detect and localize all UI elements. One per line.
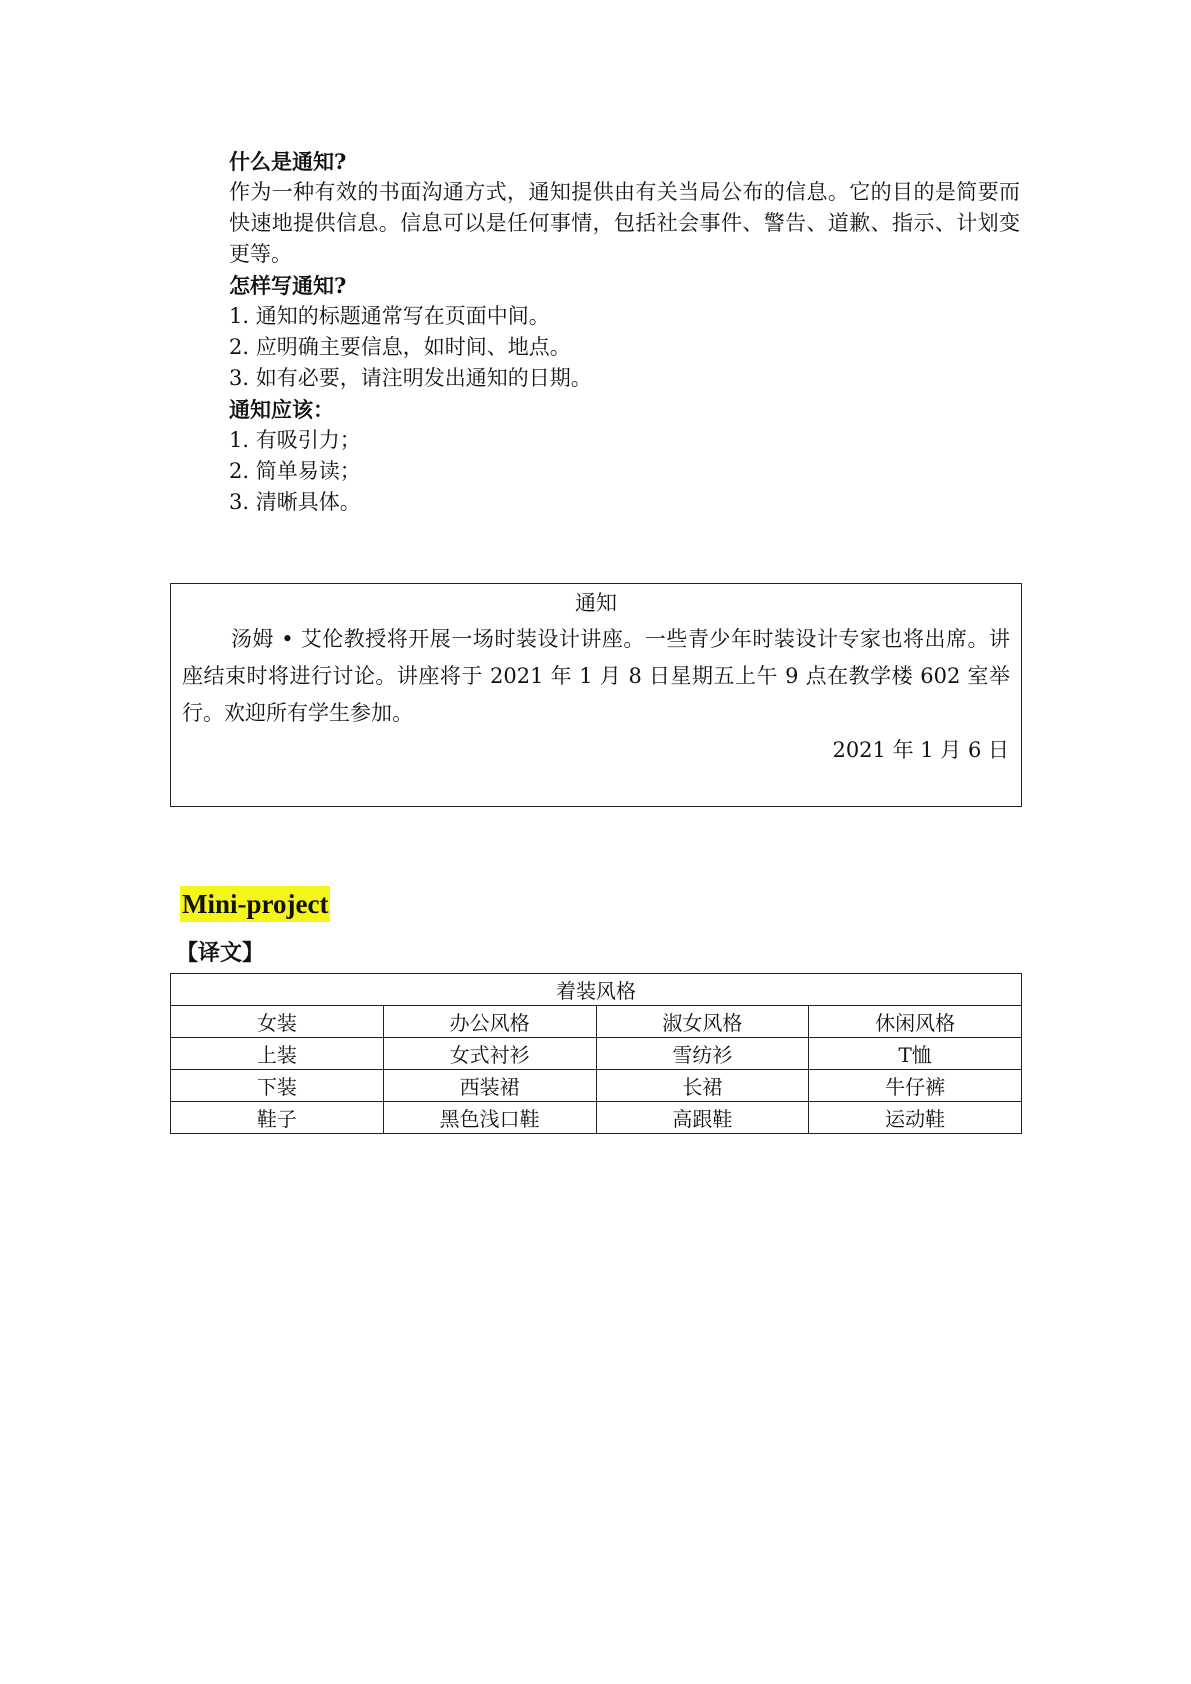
- table-cell: 女装: [171, 1006, 384, 1038]
- table-cell: 鞋子: [171, 1102, 384, 1134]
- notice-body: 汤姆 • 艾伦教授将开展一场时装设计讲座。一些青少年时装设计专家也将出席。讲座结束时将进行讨论。讲座将于 2021 年 1 月 8 日星期五上午 9 点在教学楼 602 室举行。欢迎所有学生参加。: [182, 627, 1010, 725]
- heading-how-to-write: 怎样写通知?: [229, 273, 347, 298]
- table-cell: 高跟鞋: [596, 1102, 809, 1134]
- table-row: [171, 1070, 1022, 1102]
- table-cell: 下装: [171, 1070, 384, 1102]
- table-cell: T恤: [809, 1038, 1022, 1070]
- heading-notice-should: 通知应该：: [229, 397, 334, 422]
- mini-project-title: Mini-project: [180, 886, 330, 922]
- table-cell: 办公风格: [383, 1006, 596, 1038]
- intro-paragraph: 作为一种有效的书面沟通方式，通知提供由有关当局公布的信息。它的目的是简要而快速地提供信息。信息可以是任何事情，包括社会事件、警告、道歉、指示、计划变更等。: [229, 180, 1020, 266]
- notice-title: 通知: [575, 591, 617, 615]
- table-cell: 上装: [171, 1038, 384, 1070]
- table-caption-row: [171, 974, 1022, 1006]
- table-cell: 黑色浅口鞋: [383, 1102, 596, 1134]
- table-cell: 运动鞋: [809, 1102, 1022, 1134]
- table-row: [171, 1038, 1022, 1070]
- table-caption: 着装风格: [171, 974, 1022, 1006]
- intro-section: [180, 146, 1020, 518]
- list-item: 3. 清晰具体。: [229, 490, 361, 514]
- list-item: 1. 有吸引力；: [229, 428, 361, 452]
- table-cell: 牛仔裤: [809, 1070, 1022, 1102]
- table-cell: 西装裙: [383, 1070, 596, 1102]
- notice-date: 2021 年 1 月 6 日: [832, 738, 1009, 762]
- translation-label: 【译文】: [176, 940, 265, 966]
- list-item: 3. 如有必要，请注明发出通知的日期。: [229, 366, 592, 390]
- table-cell: 淑女风格: [596, 1006, 809, 1038]
- list-item: 2. 简单易读；: [229, 459, 361, 483]
- table-cell: 长裙: [596, 1070, 809, 1102]
- notice-box: [170, 583, 1022, 807]
- table-cell: 休闲风格: [809, 1006, 1022, 1038]
- table-cell: 女式衬衫: [383, 1038, 596, 1070]
- table-cell: 雪纺衫: [596, 1038, 809, 1070]
- dress-style-table: [170, 973, 1022, 1134]
- list-item: 2. 应明确主要信息，如时间、地点。: [229, 335, 571, 359]
- list-item: 1. 通知的标题通常写在页面中间。: [229, 304, 550, 328]
- table-row: [171, 1006, 1022, 1038]
- table-row: [171, 1102, 1022, 1134]
- heading-what-is-notice: 什么是通知?: [229, 149, 347, 174]
